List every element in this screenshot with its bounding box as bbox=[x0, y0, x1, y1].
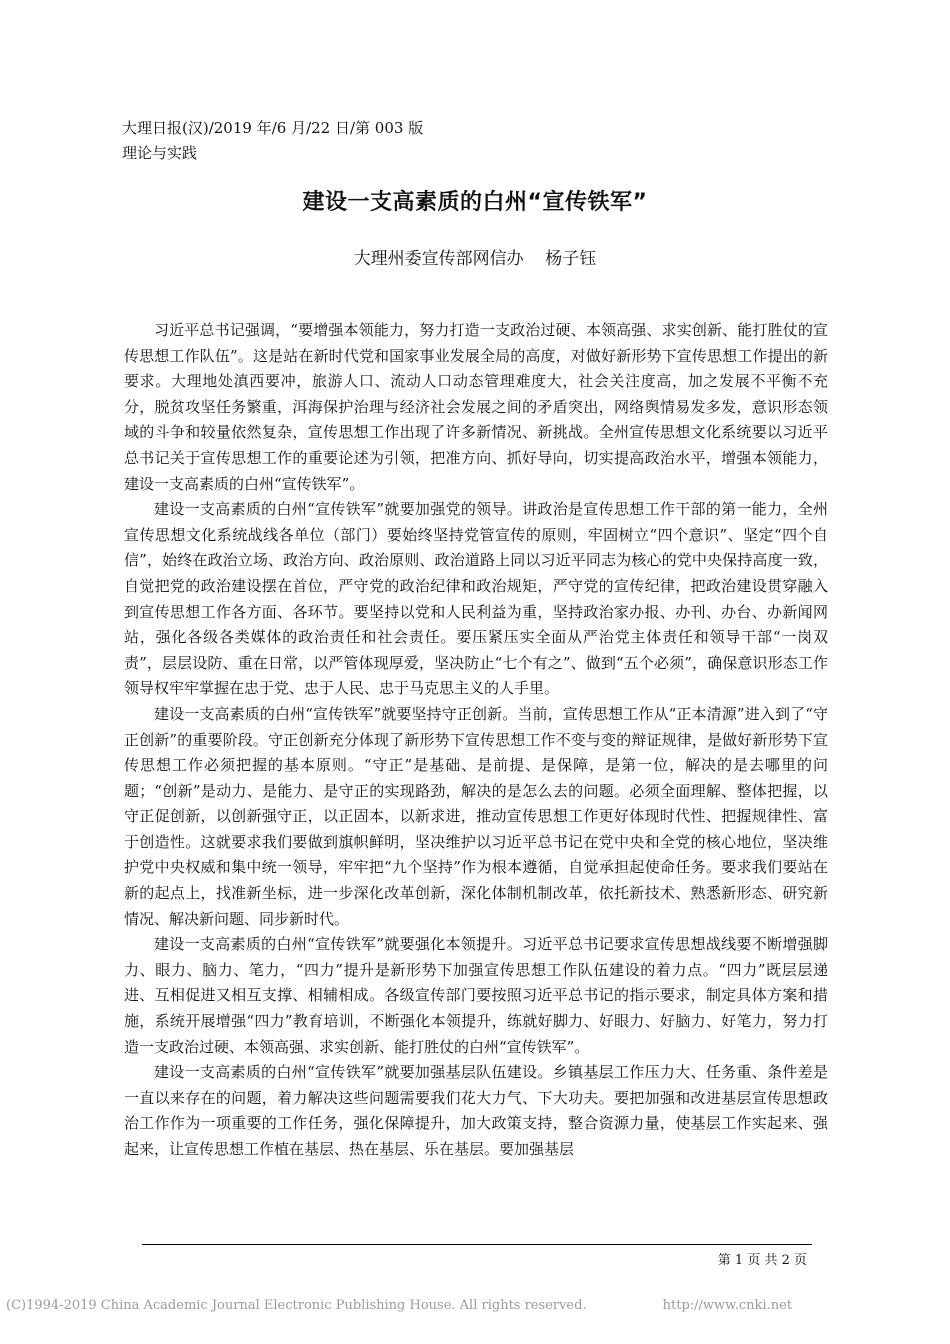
document-meta bbox=[122, 116, 423, 166]
paragraph: 建设一支高素质的白州“宣传铁军”就要加强基层队伍建设。乡镇基层工作压力大、任务重、条件差是一直以来存在的问题，着力解决这些问题需要我们花大力气、下大功夫。要把加强和改进基层宣传思想政治工作作为一项重要的工作任务，强化保障提升，加大政策支持，整合资源力量，使基层工作实起来、强起来，让宣传思想工作植在基层、热在基层、乐在基层。要加强基层 bbox=[124, 1063, 828, 1158]
copyright-link[interactable]: http://www.cnki.net bbox=[662, 1298, 792, 1313]
page-number: 第 1 页 共 2 页 bbox=[717, 1253, 807, 1268]
paragraph: 建设一支高素质的白州“宣传铁军”就要强化本领提升。习近平总书记要求宣传思想战线要不断增强脚力、眼力、脑力、笔力，“四力”提升是新形势下加强宣传思想工作队伍建设的着力点。“四力”既层层递进、互相促进又相互支撑、相辅相成。各级宣传部门要按照习近平总书记的指示要求，制定具体方案和措施，系统开展增强“四力”教育培训，不断强化本领提升，练就好脚力、好眼力、好脑力、好笔力，努力打造一支政治过硬、本领高强、求实创新、能打胜仗的白州“宣传铁军”。 bbox=[124, 935, 828, 1056]
copyright-notice: (C)1994-2019 China Academic Journal Electronic Publishing House. All rights reserved. bbox=[6, 1298, 587, 1313]
source-line: 大理日报(汉)/2019 年/6 月/22 日/第 003 版 bbox=[122, 119, 424, 137]
article-byline: 大理州委宣传部网信办 杨子钰 bbox=[353, 249, 597, 269]
article-title: 建设一支高素质的白州“宣传铁军” bbox=[302, 190, 648, 215]
paragraph: 建设一支高素质的白州“宣传铁军”就要坚持守正创新。当前，宣传思想工作从“正本清源”进入到了“守正创新”的重要阶段。守正创新充分体现了新形势下宣传思想工作不变与变的辩证规律，是做好新形势下宣传思想工作必须把握的基本原则。“守正”是基础、是前提、是保障，是第一位，解决的是去哪里的问题；“创新”是动力、是能力、是守正的实现路劲，解决的是怎么去的问题。必须全面理解、整体把握，以守正促创新，以创新强守正，以正固本，以新求进，推动宣传思想工作更好体现时代性、把握规律性、富于创造性。这就要求我们要做到旗帜鲜明，坚决维护以习近平总书记在党中央和全党的核心地位，坚决维护党中央权威和集中统一领导，牢牢把“九个坚持”作为根本遵循，自觉承担起使命任务。要求我们要站在新的起点上，找准新坐标，进一步深化改革创新，深化体制机制改革，依托新技术、熟悉新形态、研究新情况、解决新问题、同步新时代。 bbox=[124, 704, 828, 928]
section-label: 理论与实践 bbox=[122, 144, 198, 162]
paragraph: 习近平总书记强调，“要增强本领能力，努力打造一支政治过硬、本领高强、求实创新、能打胜仗的宣传思想工作队伍”。这是站在新时代党和国家事业发展全局的高度，对做好新形势下宣传思想工作提出的新要求。大理地处滇西要冲，旅游人口、流动人口动态管理难度大，社会关注度高，加之发展不平衡不充分，脱贫攻坚任务繁重，洱海保护治理与经济社会发展之间的矛盾突出，网络舆情易发多发，意识形态领域的斗争和较量依然复杂，宣传思想工作出现了许多新情况、新挑战。全州宣传思想文化系统要以习近平总书记关于宣传思想工作的重要论述为引领，把准方向、抓好导向，切实提高政治水平，增强本领能力，建设一支高素质的白州“宣传铁军”。 bbox=[124, 321, 828, 493]
footer-divider bbox=[142, 1244, 812, 1245]
paragraph: 建设一支高素质的白州“宣传铁军”就要加强党的领导。讲政治是宣传思想工作干部的第一能力，全州宣传思想文化系统战线各单位（部门）要始终坚持党管宣传的原则，牢固树立“四个意识”、坚定“四个自信”，始终在政治立场、政治方向、政治原则、政治道路上同以习近平同志为核心的党中央保持高度一致，自觉把党的政治建设摆在首位，严守党的政治纪律和政治规矩，严守党的宣传纪律，把政治建设贯穿融入到宣传思想工作各方面、各环节。要坚持以党和人民利益为重，坚持政治家办报、办刊、办台、办新闻网站，强化各级各类媒体的政治责任和社会责任。要压紧压实全面从严治党主体责任和领导干部“一岗双责”，层层设防、重在日常，以严管体现厚爱，坚决防止“七个有之”、做到“五个必须”，确保意识形态工作领导权牢牢掌握在忠于党、忠于人民、忠于马克思主义的人手里。 bbox=[124, 500, 828, 698]
article-body bbox=[124, 318, 828, 1163]
